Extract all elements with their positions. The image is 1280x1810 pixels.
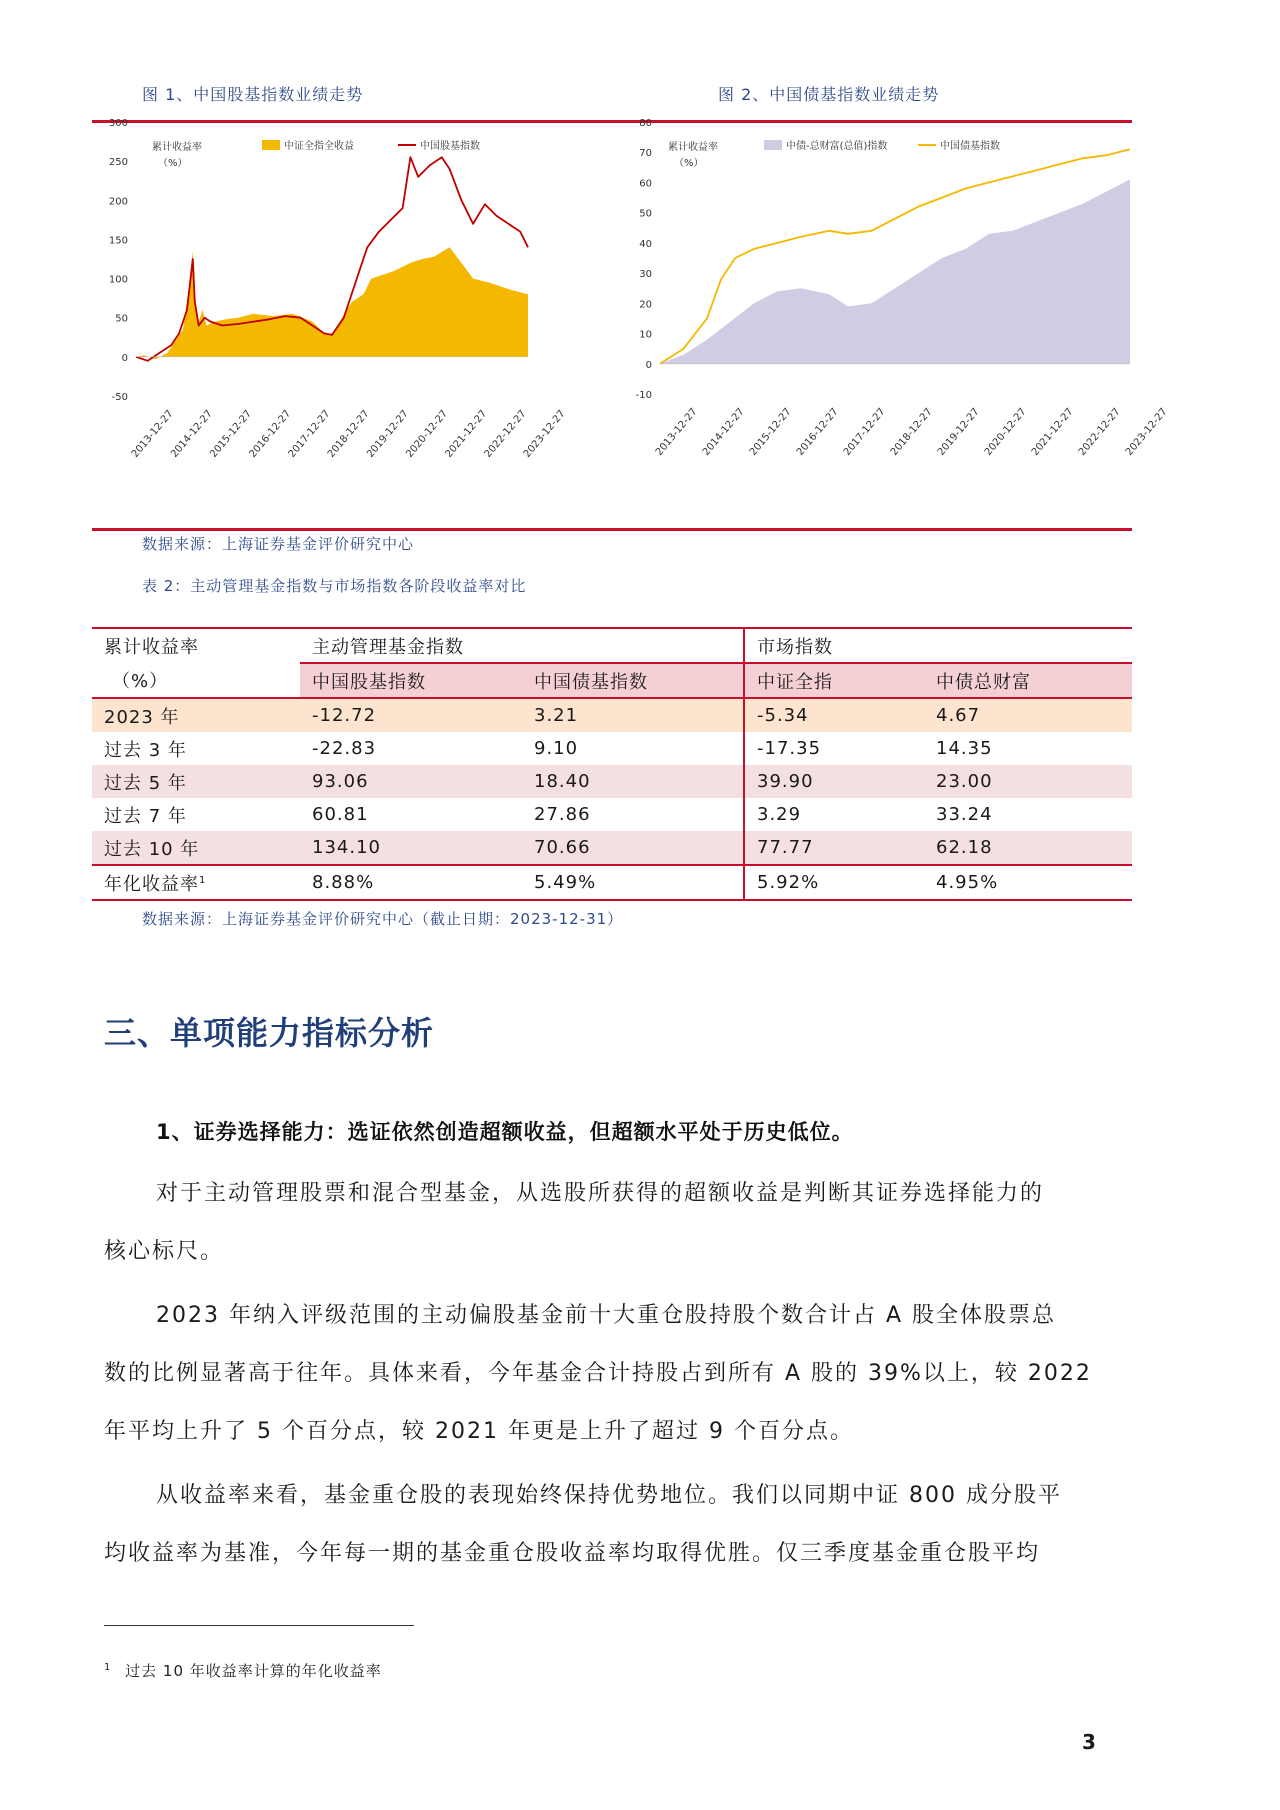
table-header-row-1 — [92, 628, 1132, 663]
cell: 4.67 — [924, 698, 1132, 732]
cell: -12.72 — [300, 698, 522, 732]
figure-2-title: 图 2、中国债基指数业绩走势 — [718, 85, 940, 104]
cell: -5.34 — [744, 698, 924, 732]
cell: 23.00 — [924, 765, 1132, 798]
table-row — [92, 698, 1132, 732]
c2-xtick-label: 2013-12-27 — [653, 406, 700, 458]
cell: 5.49% — [522, 865, 744, 900]
c1-ytick-label: 150 — [108, 235, 128, 247]
c2-xtick-label: 2020-12-27 — [982, 406, 1029, 458]
figure-1-title: 图 1、中国股基指数业绩走势 — [142, 85, 364, 104]
page-number: 3 — [1082, 1730, 1096, 1754]
table-row — [92, 831, 1132, 865]
c1-xtick-label: 2021-12-27 — [443, 408, 490, 460]
chart-bond-fund-index — [626, 118, 1170, 528]
c2-ytick-label: 10 — [639, 329, 652, 341]
footnote-ref: 1 — [199, 874, 207, 886]
c2-xtick-label: 2016-12-27 — [794, 406, 841, 458]
c2-ytick-label: 40 — [639, 238, 652, 250]
corner-label-2: （%） — [112, 671, 169, 692]
section-subtitle: 1、证券选择能力：选证依然创造超额收益，但超额水平处于历史低位。 — [156, 1120, 854, 1144]
c2-legend-area: 中债-总财富(总值)指数 — [786, 141, 888, 152]
c2-ytick-label: 30 — [639, 269, 652, 281]
cell: 27.86 — [534, 804, 591, 825]
c1-ytick-label: 250 — [108, 157, 128, 169]
c1-ytick-label: 200 — [108, 196, 128, 208]
c2-area-layer — [660, 179, 1130, 363]
c1-ytick-label: 300 — [108, 118, 128, 129]
c1-legend-swatch-area — [262, 140, 280, 150]
c1-xtick-label: 2023-12-27 — [521, 408, 568, 460]
cell: 3.29 — [744, 798, 924, 831]
table-source: 数据来源：上海证券基金评价研究中心（截止日期：2023-12-31） — [142, 910, 624, 928]
c2-xtick-label: 2021-12-27 — [1029, 406, 1076, 458]
para1-line2: 核心标尺。 — [104, 1239, 225, 1264]
table-row — [92, 732, 1132, 765]
c2-series-area — [660, 179, 1130, 363]
c1-xtick-label: 2013-12-27 — [129, 408, 176, 460]
cell: 70.66 — [522, 831, 744, 865]
para3-line2: 均收益率为基准，今年每一期的基金重仓股收益率均取得优胜。仅三季度基金重仓股平均 — [104, 1541, 1041, 1566]
c2-ylabel-line1: 累计收益率 — [668, 142, 718, 153]
cell: -22.83 — [312, 738, 377, 759]
cell: 14.35 — [936, 738, 993, 759]
cell: 93.06 — [300, 765, 522, 798]
c2-ytick-label: 0 — [645, 359, 652, 371]
c1-xtick-label: 2018-12-27 — [325, 408, 372, 460]
footnote-text: 过去 10 年收益率计算的年化收益率 — [125, 1662, 382, 1680]
para3-line1: 从收益率来看，基金重仓股的表现始终保持优势地位。我们以同期中证 800 成分股平 — [156, 1483, 1062, 1508]
col-header-bond: 中国债基指数 — [522, 663, 744, 698]
row-label: 2023 年 — [92, 698, 300, 732]
c2-xtick-label: 2023-12-27 — [1123, 406, 1170, 458]
c1-xtick-label: 2020-12-27 — [404, 408, 451, 460]
c1-legend-line: 中国股基指数 — [420, 141, 480, 152]
c2-xtick-label: 2015-12-27 — [747, 406, 794, 458]
cell: 60.81 — [312, 804, 369, 825]
c1-xtick-label: 2015-12-27 — [208, 408, 255, 460]
para2-line2: 数的比例显著高于往年。具体来看，今年基金合计持股占到所有 A 股的 39%以上，较 2022 — [104, 1361, 1092, 1386]
c1-ytick-label: 100 — [108, 274, 128, 286]
cell: -17.35 — [744, 732, 924, 765]
c1-ylabel-line2: （%） — [158, 158, 188, 169]
col-header-equity: 中国股基指数 — [300, 663, 522, 698]
cell: 33.24 — [936, 804, 993, 825]
figure-bottom-rule — [92, 528, 1132, 531]
chart-1-svg — [92, 118, 622, 528]
c2-ytick-label: 70 — [639, 148, 652, 160]
c1-xtick-label: 2019-12-27 — [365, 408, 411, 460]
group-market: 市场指数 — [744, 628, 1132, 663]
c2-xtick-label: 2017-12-27 — [841, 406, 888, 458]
col-header-bond-wealth: 中债总财富 — [924, 663, 1132, 698]
c1-ylabel-line1: 累计收益率 — [152, 142, 202, 153]
footnote-rule — [104, 1625, 414, 1626]
cell: 9.10 — [534, 738, 579, 759]
cell: 134.10 — [300, 831, 522, 865]
c1-legend-area: 中证全指全收益 — [284, 141, 354, 152]
c1-ytick-label: 50 — [115, 313, 128, 325]
c2-legend-swatch-area — [764, 140, 782, 150]
row-label — [92, 865, 300, 900]
cell: 18.40 — [522, 765, 744, 798]
para2-line1: 2023 年纳入评级范围的主动偏股基金前十大重仓股持股个数合计占 A 股全体股票总 — [156, 1303, 1057, 1328]
corner-label-1: 累计收益率 — [92, 628, 300, 663]
cell: 4.95% — [924, 865, 1132, 900]
comparison-table — [92, 627, 1132, 901]
cell: 3.21 — [522, 698, 744, 732]
c2-legend-line: 中国债基指数 — [940, 141, 1000, 152]
table-title: 表 2：主动管理基金指数与市场指数各阶段收益率对比 — [142, 577, 527, 595]
c1-xtick-label: 2016-12-27 — [247, 408, 294, 460]
c2-ytick-label: 50 — [639, 208, 652, 220]
table-row — [92, 865, 1132, 900]
c1-ytick-label: -50 — [111, 392, 128, 403]
c1-xtick-label: 2022-12-27 — [482, 408, 529, 460]
chart-equity-fund-index — [92, 118, 622, 528]
cell: 39.90 — [744, 765, 924, 798]
c2-ytick-label: -10 — [635, 390, 652, 401]
footnote — [104, 1660, 382, 1681]
c2-ytick-label: 60 — [639, 178, 652, 190]
c2-ytick-label: 80 — [639, 118, 652, 129]
cell: 77.77 — [744, 831, 924, 865]
table-row — [92, 765, 1132, 798]
c2-xtick-label: 2019-12-27 — [935, 406, 982, 458]
row-label-text: 年化收益率 — [104, 873, 199, 895]
group-active: 主动管理基金指数 — [300, 628, 744, 663]
figure-source: 数据来源：上海证券基金评价研究中心 — [142, 535, 415, 553]
table-row — [92, 798, 1132, 831]
row-label: 过去 3 年 — [104, 739, 187, 761]
c2-xtick-label: 2022-12-27 — [1076, 406, 1123, 458]
cell: 62.18 — [924, 831, 1132, 865]
c2-xtick-label: 2018-12-27 — [888, 406, 935, 458]
table-header-row-2 — [92, 663, 1132, 698]
col-header-csi-all: 中证全指 — [744, 663, 924, 698]
c1-xtick-label: 2017-12-27 — [286, 408, 333, 460]
cell: 8.88% — [300, 865, 522, 900]
para2-line3: 年平均上升了 5 个百分点，较 2021 年更是上升了超过 9 个百分点。 — [104, 1419, 854, 1444]
paragraph-3 — [104, 1467, 1144, 1583]
footnote-mark: 1 — [104, 1662, 112, 1673]
c1-xtick-label: 2014-12-27 — [169, 408, 215, 460]
section-title: 三、单项能力指标分析 — [104, 1014, 435, 1052]
row-label: 过去 10 年 — [92, 831, 300, 865]
chart-2-svg — [626, 118, 1170, 528]
c2-ytick-label: 20 — [639, 299, 652, 311]
paragraph-2 — [104, 1287, 1144, 1461]
cell: 5.92% — [744, 865, 924, 900]
para1-line1: 对于主动管理股票和混合型基金，从选股所获得的超额收益是判断其证券选择能力的 — [156, 1181, 1045, 1206]
c2-ylabel-line2: （%） — [674, 158, 704, 169]
row-label: 过去 7 年 — [104, 805, 187, 827]
c2-xtick-label: 2014-12-27 — [700, 406, 747, 458]
row-label: 过去 5 年 — [92, 765, 300, 798]
c1-ytick-label: 0 — [121, 352, 128, 364]
paragraph-1 — [104, 1165, 1144, 1281]
